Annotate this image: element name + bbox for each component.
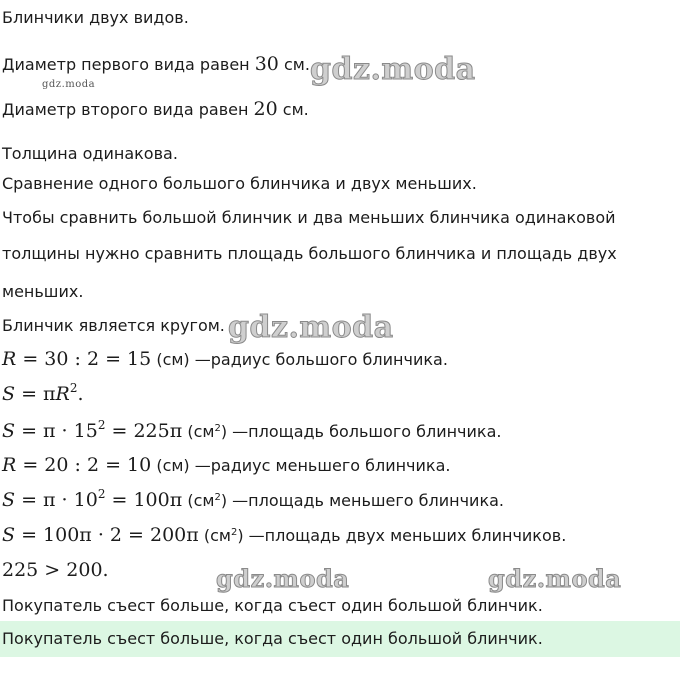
line-diameter-second: Диаметр второго вида равен 20 см. bbox=[2, 98, 309, 120]
line-area-small: $S = \pi \cdot 10^2 = 100\pi$ $(см^2)$ —площадь меньшего блинчика. bbox=[2, 487, 504, 511]
answer-box bbox=[0, 621, 680, 657]
line-area-big: $S = \pi \cdot 15^2 = 225\pi$ $(см^2)$ —площадь большого блинчика. bbox=[2, 418, 502, 442]
line-explanation-1: Чтобы сравнить большой блинчик и два меньших блинчика одинаковой bbox=[2, 208, 616, 227]
line-conclusion: Покупатель съест больше, когда съест один большой блинчик. bbox=[2, 596, 543, 615]
line-explanation-3: меньших. bbox=[2, 282, 84, 301]
line-circle: Блинчик является кругом. bbox=[2, 316, 225, 335]
line-thickness: Толщина одинакова. bbox=[2, 144, 178, 163]
line-problem-title: Блинчики двух видов. bbox=[2, 8, 189, 27]
watermark-logo: gdz.moda bbox=[216, 564, 350, 593]
line-area-two-small: S = 100π · 2 = 200π $(см^2)$ —площадь двух меньших блинчиков. bbox=[2, 524, 567, 546]
watermark-logo: gdz.moda bbox=[228, 310, 394, 345]
line-explanation-2: толщины нужно сравнить площадь большого блинчика и площадь двух bbox=[2, 244, 617, 263]
watermark-logo: gdz.moda bbox=[488, 564, 622, 593]
watermark-logo-small: gdz.moda bbox=[42, 79, 96, 90]
line-area-formula: $S = \pi R^2$. bbox=[2, 381, 84, 405]
line-diameter-first: Диаметр первого вида равен 30 см. bbox=[2, 53, 310, 75]
line-comparison: Сравнение одного большого блинчика и двух меньших. bbox=[2, 174, 477, 193]
watermark-logo: gdz.moda bbox=[310, 52, 476, 87]
line-radius-small: R = 20 : 2 = 10 (см) —радиус меньшего блинчика. bbox=[2, 454, 451, 476]
line-inequality: 225 > 200. bbox=[2, 559, 109, 581]
line-radius-big: R = 30 : 2 = 15 (см) —радиус большого блинчика. bbox=[2, 348, 448, 370]
answer-text: Покупатель съест больше, когда съест один большой блинчик. bbox=[2, 629, 543, 648]
